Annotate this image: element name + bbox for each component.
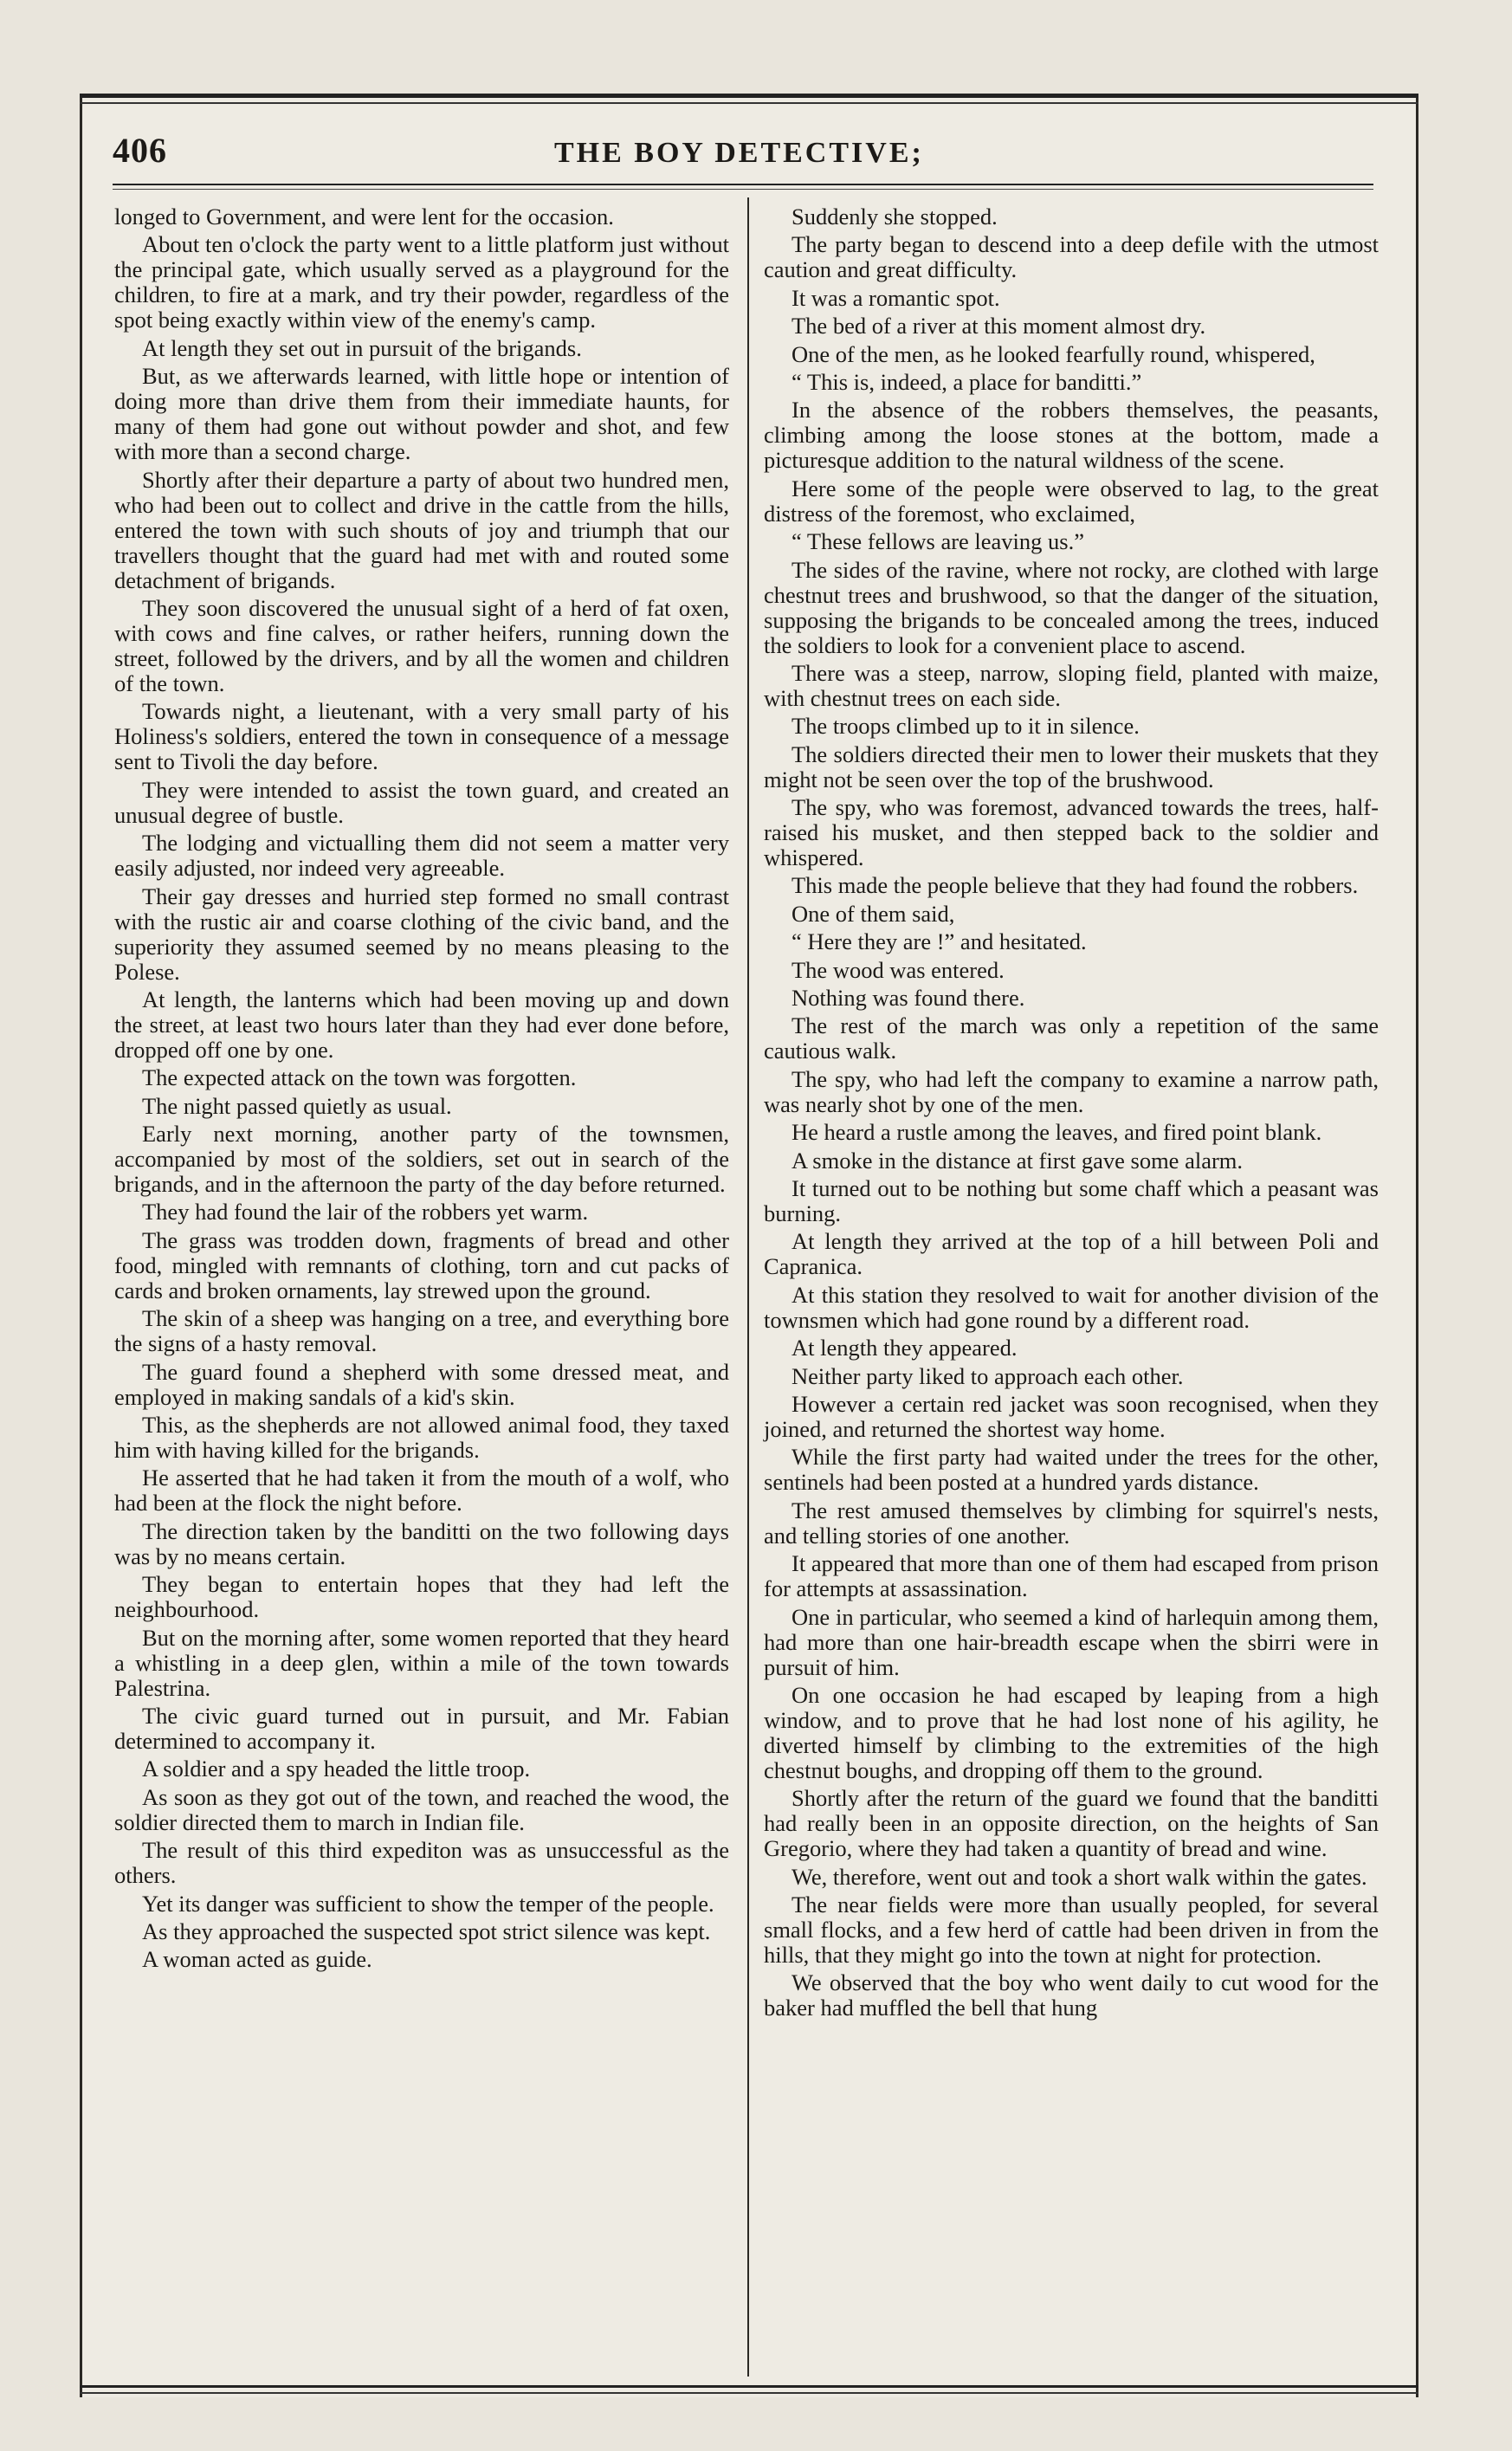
paragraph: At length they arrived at the top of a hill between Poli and Capranica. xyxy=(764,1228,1379,1280)
paragraph: He heard a rustle among the leaves, and fired point blank. xyxy=(792,1119,1322,1146)
paragraph: But on the morning after, some women reported that they heard a whistling in a deep glen, within a mile of the town towards Palestrina. xyxy=(114,1624,729,1701)
paragraph: As soon as they got out of the town, and reached the wood, the soldier directed them to march in Indian file. xyxy=(114,1783,729,1835)
paragraph: The rest of the march was only a repetition of the same cautious walk. xyxy=(764,1012,1379,1064)
paragraph: He asserted that he had taken it from the mouth of a wolf, who had been at the flock the night before. xyxy=(114,1465,729,1517)
paragraph: In the absence of the robbers themselves, the peasants, climbing among the loose stones at the bottom, made a picturesque addition to the natural wildness of the scene. xyxy=(764,397,1379,474)
paragraph: This, as the shepherds are not allowed animal food, they taxed him with having killed for the brigands. xyxy=(114,1412,729,1464)
paragraph: The troops climbed up to it in silence. xyxy=(792,713,1140,740)
paragraph: About ten o'clock the party went to a little platform just without the principal gate, which usually served as a playground for the children, to fire at a mark, and try their powder, regardless of the spot being exactly within view of the enemy's camp. xyxy=(114,231,729,333)
top-rule-inner xyxy=(80,102,1418,104)
paragraph: There was a steep, narrow, sloping field, planted with maize, with chestnut trees on each side. xyxy=(764,659,1379,711)
bottom-rule-inner xyxy=(80,2392,1418,2394)
paragraph: A soldier and a spy headed the little troop. xyxy=(142,1756,531,1782)
left-column xyxy=(114,204,729,1976)
paragraph: We, therefore, went out and took a short walk within the gates. xyxy=(792,1863,1367,1890)
paragraph: The bed of a river at this moment almost dry. xyxy=(792,313,1206,340)
paragraph: The rest amused themselves by climbing for squirrel's nests, and telling stories of one another. xyxy=(764,1497,1379,1549)
paragraph: We observed that the boy who went daily to cut wood for the baker had muffled the bell that hung xyxy=(764,1969,1379,2021)
paragraph: The result of this third expediton was as unsuccessful as the others. xyxy=(114,1837,729,1889)
paragraph: At length, the lanterns which had been moving up and down the street, at least two hours later than they had ever done before, dropped off one by one. xyxy=(114,986,729,1063)
paragraph: The lodging and victualling them did not seem a matter very easily adjusted, nor indeed very agreeable. xyxy=(114,830,729,882)
paragraph: They were intended to assist the town guard, and created an unusual degree of bustle. xyxy=(114,776,729,828)
paragraph: The grass was trodden down, fragments of bread and other food, mingled with remnants of clothing, torn and cut packs of cards and broken ornaments, lay strewed upon the ground. xyxy=(114,1226,729,1303)
paragraph: The wood was entered. xyxy=(792,956,1005,983)
column-divider xyxy=(747,197,749,2377)
paragraph: The guard found a shepherd with some dressed meat, and employed in making sandals of a kid's skin. xyxy=(114,1358,729,1410)
top-rule xyxy=(80,94,1418,98)
paragraph: One of them said, xyxy=(792,900,955,927)
paragraph: The expected attack on the town was forgotten. xyxy=(142,1064,577,1091)
paragraph: But, as we afterwards learned, with little hope or intention of doing more than drive them from their immediate haunts, for many of them had gone out without powder and shot, and few with more than a second charge. xyxy=(114,363,729,465)
paragraph: Shortly after the return of the guard we found that the banditti had really been in an opposite direction, on the heights of San Gregorio, where they had taken a quantity of bread and wine. xyxy=(764,1785,1379,1862)
paragraph: While the first party had waited under the trees for the other, sentinels had been posted at a hundred yards distance. xyxy=(764,1444,1379,1496)
paragraph: The direction taken by the banditti on the two following days was by no means certain. xyxy=(114,1517,729,1569)
paragraph: One of the men, as he looked fearfully round, whispered, xyxy=(792,340,1315,367)
paragraph: At length they set out in pursuit of the brigands. xyxy=(142,334,582,361)
bottom-rule xyxy=(80,2385,1418,2388)
paragraph: The civic guard turned out in pursuit, and Mr. Fabian determined to accompany it. xyxy=(114,1702,729,1754)
paragraph: At this station they resolved to wait for another division of the townsmen which had gone round by a different road. xyxy=(764,1281,1379,1333)
paragraph: The soldiers directed their men to lower their muskets that they might not be seen over the top of the brushwood. xyxy=(764,740,1379,792)
paragraph: longed to Government, and were lent for the occasion. xyxy=(114,204,614,230)
paragraph: The spy, who was foremost, advanced towards the trees, half-raised his musket, and then stepped back to the soldier and whispered. xyxy=(764,794,1379,871)
header-rule-inner xyxy=(113,189,1373,190)
paragraph: Shortly after their departure a party of about two hundred men, who had been out to collect and drive in the cattle from the hills, entered the town with such shouts of joy and triumph that our travellers thought that the guard had met with and routed some detachment of brigands. xyxy=(114,466,729,593)
paragraph: A woman acted as guide. xyxy=(142,1946,372,1973)
paragraph: The night passed quietly as usual. xyxy=(142,1092,452,1119)
paragraph: “ These fellows are leaving us.” xyxy=(792,528,1084,555)
paragraph: It turned out to be nothing but some chaff which a peasant was burning. xyxy=(764,1174,1379,1226)
paragraph: The spy, who had left the company to examine a narrow path, was nearly shot by one of the men. xyxy=(764,1065,1379,1117)
page-number: 406 xyxy=(113,131,167,170)
paragraph: They soon discovered the unusual sight of a herd of fat oxen, with cows and fine calves, or rather heifers, running down the street, followed by the drivers, and by all the women and children of the town. xyxy=(114,594,729,696)
paragraph: Yet its danger was sufficient to show the temper of the people. xyxy=(142,1890,714,1917)
paragraph: This made the people believe that they had found the robbers. xyxy=(792,872,1359,899)
paragraph: On one occasion he had escaped by leaping from a high window, and to prove that he had lost none of his agility, he diverted himself by climbing to the extremities of the high chestnut boughs, and dropping off them to the ground. xyxy=(764,1681,1379,1783)
paragraph: The near fields were more than usually peopled, for several small flocks, and a few herd of cattle had been driven in from the hills, that they might go into the town at night for protection. xyxy=(764,1892,1379,1969)
paragraph: Early next morning, another party of the townsmen, accompanied by most of the soldiers, set out in search of the brigands, and in the afternoon the party of the day before returned. xyxy=(114,1121,729,1198)
paragraph: “ This is, indeed, a place for banditti.” xyxy=(792,368,1142,395)
paragraph: One in particular, who seemed a kind of harlequin among them, had more than one hair-breadth escape when the sbirri were in pursuit of him. xyxy=(764,1603,1379,1680)
paragraph: A smoke in the distance at first gave some alarm. xyxy=(792,1147,1244,1174)
paragraph: The sides of the ravine, where not rocky, are clothed with large chestnut trees and brushwood, so that the danger of the situation, supposing the brigands to be concealed among the trees, induced the soldiers to look for a convenient place to ascend. xyxy=(764,556,1379,658)
paragraph: Nothing was found there. xyxy=(792,985,1025,1012)
header-rule xyxy=(113,184,1373,185)
paragraph: The party began to descend into a deep defile with the utmost caution and great difficulty. xyxy=(764,231,1379,283)
paragraph: However a certain red jacket was soon recognised, when they joined, and returned the shortest way home. xyxy=(764,1390,1379,1442)
right-column xyxy=(764,204,1379,2024)
paragraph: At length they appeared. xyxy=(792,1335,1018,1361)
paragraph: It was a romantic spot. xyxy=(792,284,1000,311)
running-title: THE BOY DETECTIVE; xyxy=(554,137,924,169)
paragraph: The skin of a sheep was hanging on a tree, and everything bore the signs of a hasty removal. xyxy=(114,1305,729,1357)
paragraph: Towards night, a lieutenant, with a very small party of his Holiness's soldiers, entered the town in consequence of a message sent to Tivoli the day before. xyxy=(114,698,729,775)
paragraph: They began to entertain hopes that they had left the neighbourhood. xyxy=(114,1571,729,1623)
paragraph: As they approached the suspected spot strict silence was kept. xyxy=(142,1917,711,1944)
paragraph: They had found the lair of the robbers yet warm. xyxy=(142,1199,589,1226)
paragraph: Their gay dresses and hurried step formed no small contrast with the rustic air and coarse clothing of the civic band, and the superiority they assumed seemed by no means pleasing to the Polese. xyxy=(114,883,729,985)
paragraph: It appeared that more than one of them had escaped from prison for attempts at assassination. xyxy=(764,1550,1379,1602)
paragraph: “ Here they are !” and hesitated. xyxy=(792,928,1087,955)
paragraph: Here some of the people were observed to lag, to the great distress of the foremost, who exclaimed, xyxy=(764,475,1379,527)
paragraph: Neither party liked to approach each other. xyxy=(792,1362,1184,1389)
paragraph: Suddenly she stopped. xyxy=(792,204,998,230)
